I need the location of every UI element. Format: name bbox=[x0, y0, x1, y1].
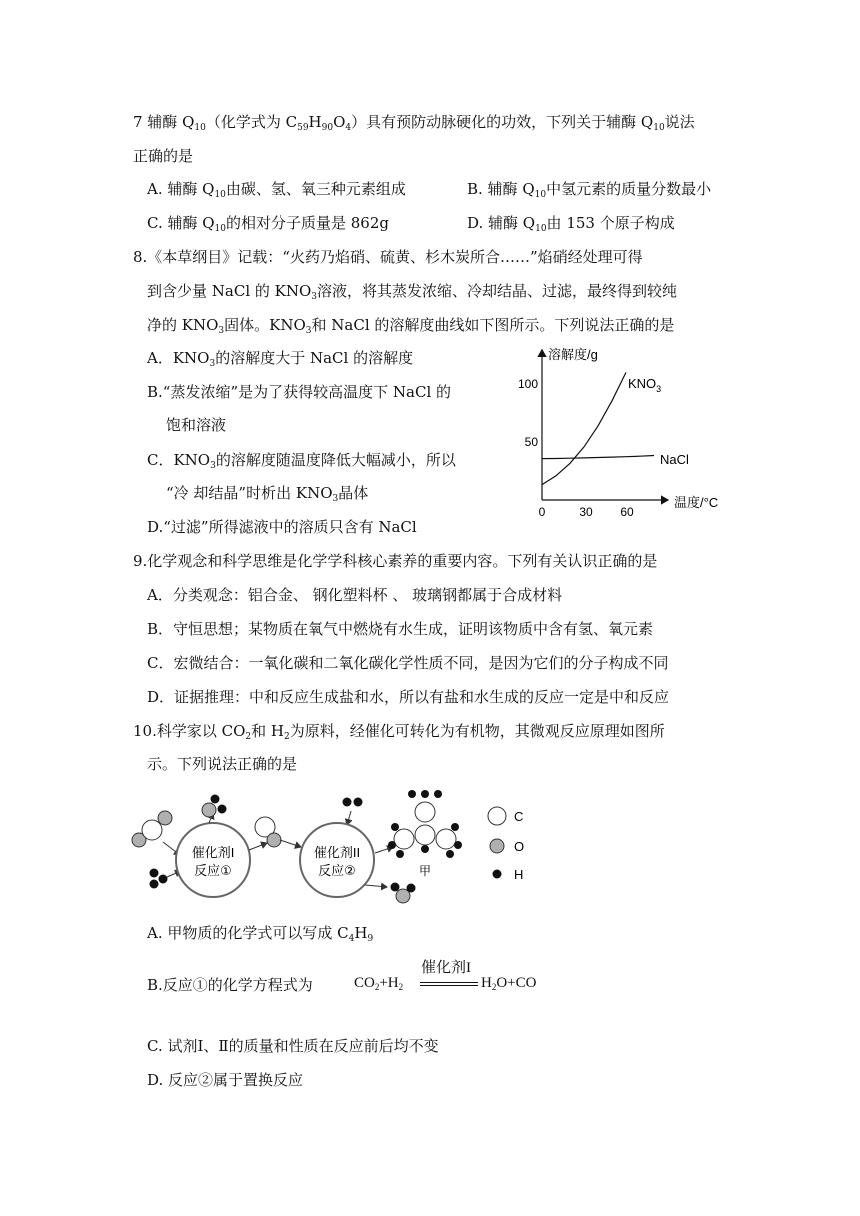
x-tick-30: 30 bbox=[579, 505, 593, 519]
q10-stem-line1: 10.科学家以 $CO_2$和 $H_2$为原料，经催化可转化为有机物，其微观反应原理如图所 bbox=[133, 722, 665, 742]
q10-stem-line2: 示。下列说法正确的是 bbox=[147, 755, 298, 773]
equation-condition: 催化剂I bbox=[421, 960, 471, 976]
q9-option-d[interactable]: D．证据推理：中和反应生成盐和水，所以有盐和水生成的反应一定是中和反应 bbox=[147, 688, 670, 706]
kno3-label: $KNO_3$ bbox=[628, 376, 662, 394]
y-tick-50: 50 bbox=[524, 435, 538, 449]
q8-option-a[interactable]: A．$KNO_3$的溶解度大于 NaCl 的溶解度 bbox=[147, 349, 414, 369]
nacl-curve bbox=[542, 456, 654, 459]
q10-option-c[interactable]: C. 试剂Ⅰ、Ⅱ的质量和性质在反应前后均不变 bbox=[147, 1037, 439, 1055]
q8-stem-line3: 净的 $KNO_3$固体。$KNO_3$和 NaCl 的溶解度曲线如下图所示。下列说法正确的是 bbox=[147, 316, 675, 336]
q8-option-b-line1[interactable]: B.“蒸发浓缩”是为了获得较高温度下 NaCl 的 bbox=[147, 383, 452, 401]
q7-option-a[interactable]: A. 辅酶 $Q_{10}$由碳、氢、氧三种元素组成 bbox=[147, 180, 406, 200]
h2o-molecule bbox=[202, 795, 227, 818]
q7-option-b[interactable]: B. 辅酶 $Q_{10}$中氢元素的质量分数最小 bbox=[467, 180, 712, 200]
legend-h-label: H bbox=[514, 867, 524, 882]
solubility-chart bbox=[500, 340, 740, 525]
y-tick-100: 100 bbox=[517, 377, 538, 391]
co-molecule bbox=[255, 817, 281, 847]
q7-option-d[interactable]: D. 辅酶 $Q_{10}$由 153 个原子构成 bbox=[467, 214, 675, 234]
co2-molecule bbox=[132, 811, 172, 847]
legend-o-label: O bbox=[514, 839, 525, 854]
reaction-1-label: 反应① bbox=[194, 863, 232, 878]
q8-option-c-line1[interactable]: C．$KNO_3$的溶解度随温度降低大幅减小，所以 bbox=[147, 451, 456, 471]
q10-option-a[interactable]: A. 甲物质的化学式可以写成 $C_4H_9$ bbox=[147, 924, 374, 944]
legend-o-swatch bbox=[490, 839, 504, 853]
reaction-equation: $CO_2+H_2$ 催化剂I $H_2O+CO$ bbox=[354, 956, 554, 1000]
y-axis-label: 溶解度/g bbox=[548, 347, 598, 362]
reaction-2-label: 反应② bbox=[318, 863, 356, 878]
x-tick-0: 0 bbox=[538, 505, 546, 519]
product-molecule-jia bbox=[388, 790, 462, 858]
q8-option-b-line2[interactable]: 饱和溶液 bbox=[166, 416, 227, 434]
q8-stem-line2: 到含少量 NaCl 的 $KNO_3$溶液，将其蒸发浓缩、冷却结晶、过滤，最终得到较纯 bbox=[147, 282, 678, 302]
q7-stem-line2: 正确的是 bbox=[133, 147, 194, 165]
q10-option-b[interactable]: B.反应①的化学方程式为 bbox=[147, 976, 313, 994]
h2o-molecule-2 bbox=[391, 883, 416, 904]
catalyst-2-label: 催化剂II bbox=[313, 845, 361, 860]
catalyst-1-circle bbox=[176, 823, 250, 897]
x-tick-60: 60 bbox=[620, 505, 634, 519]
legend-c-label: C bbox=[514, 809, 524, 824]
reaction-diagram bbox=[125, 785, 545, 910]
x-axis-label: 温度/°C bbox=[674, 495, 719, 510]
equation-bar bbox=[420, 982, 478, 986]
legend-h-swatch bbox=[493, 870, 502, 879]
h2-molecule bbox=[150, 869, 168, 889]
q7-option-c[interactable]: C. 辅酶 $Q_{10}$的相对分子质量是 862g bbox=[147, 214, 390, 234]
q9-option-a[interactable]: A．分类观念：铝合金、 钢化塑料杯 、 玻璃钢都属于合成材料 bbox=[147, 586, 563, 604]
nacl-label: NaCl bbox=[660, 452, 689, 467]
q9-option-b[interactable]: B．守恒思想；某物质在氧气中燃烧有水生成，证明该物质中含有氢、氧元素 bbox=[147, 620, 654, 638]
h2-molecule-2 bbox=[343, 798, 363, 807]
q8-stem-line1: 8.《本草纲目》记载：“火药乃焰硝、硫黄、杉木炭所合……”焰硝经处理可得 bbox=[133, 248, 643, 266]
kno3-curve bbox=[542, 372, 626, 484]
q8-option-d[interactable]: D.“过滤”所得滤液中的溶质只含有 NaCl bbox=[147, 518, 417, 536]
q7-stem-line1: 7 辅酶 $Q_{10}$（化学式为 $C_{59}H_{90}O_4$）具有预防动脉硬化的功效，下列关于辅酶 $Q_{10}$说法 bbox=[133, 113, 695, 133]
q9-option-c[interactable]: C．宏微结合：一氧化碳和二氧化碳化学性质不同，是因为它们的分子构成不同 bbox=[147, 654, 669, 672]
q8-option-c-line2[interactable]: “冷 却结晶”时析出 $KNO_3$晶体 bbox=[166, 484, 369, 504]
product-label: 甲 bbox=[418, 864, 432, 878]
legend bbox=[488, 807, 524, 882]
q10-option-d[interactable]: D. 反应②属于置换反应 bbox=[147, 1071, 304, 1089]
legend-c-swatch bbox=[488, 807, 506, 825]
catalyst-2-circle bbox=[300, 823, 374, 897]
q9-stem: 9.化学观念和科学思维是化学学科核心素养的重要内容。下列有关认识正确的是 bbox=[133, 552, 658, 570]
catalyst-1-label: 催化剂I bbox=[191, 845, 235, 860]
